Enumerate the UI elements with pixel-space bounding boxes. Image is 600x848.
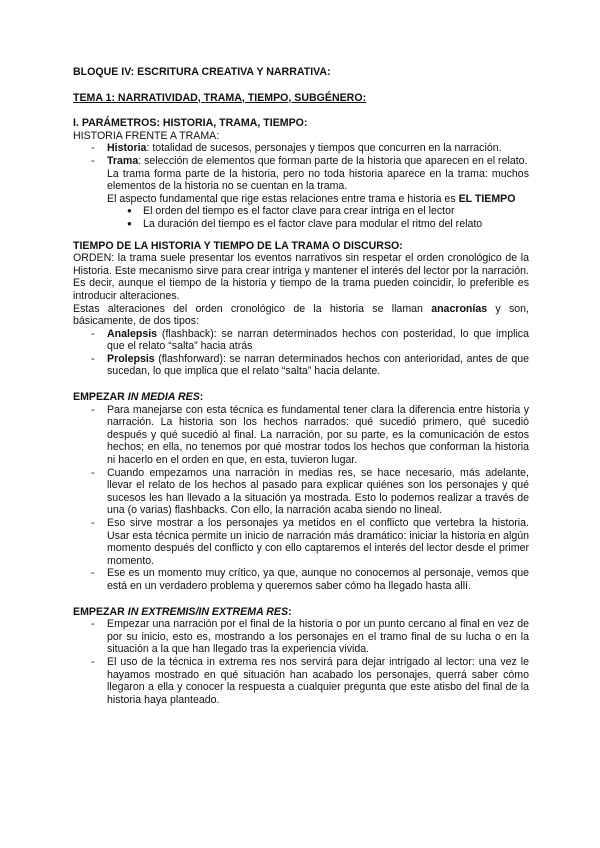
extrema-res-list <box>73 618 529 706</box>
trama-paragraph-2-text: El aspecto fundamental que rige estas relaciones entre trama e historia es <box>107 192 459 205</box>
bullet-orden: ● El orden del tiempo es el factor clave para crear intriga en el lector <box>143 205 529 218</box>
extrema-res-heading-post: : <box>288 605 292 618</box>
def-historia: : totalidad de sucesos, personajes y tiempos que concurren en la narración. <box>146 142 502 155</box>
media-res-list <box>73 404 529 593</box>
extrema-res-item-1: - Empezar una narración por el final de la historia o por un punto cercano al final en vez de por su inicio, esto es, mostrando a los personajes en el tramo final de su lucha o en la situación a la que han llegado tras la experiencia vivida. <box>107 618 529 656</box>
media-res-item-4: - Ese es un momento muy crítico, ya que, aunque no conocemos al personaje, vemos que está en un verdadero problema y queremos saber cómo ha llegado hasta allí. <box>107 567 529 592</box>
media-res-item-1: - Para manejarse con esta técnica es fundamental tener clara la diferencia entre historia y narración. La historia son los hechos narrados: qué sucedió primero, qué sucedió después y qué sucedió al final. La narración, por su parte, es la comunicación de estos hechos; en ella, no tenemos por qué mostrar todos los hechos que conforman la historia ni hacerlo en el orden en que, en esta, tuvieron lugar. <box>107 404 529 467</box>
list-item-historia <box>107 142 529 155</box>
bullet-duracion: ● La duración del tiempo es el factor clave para modular el ritmo del relato <box>143 218 529 231</box>
anacronias-post: y son, básicamente, de dos tipos: <box>73 302 529 328</box>
anacronias-list <box>73 328 529 378</box>
media-res-item-2: - Cuando empezamos una narración in medias res, se hace necesario, más adelante, llevar el relato de los hechos al pasado para explicar quiénes son los personajes y qué sucesos les han llevado a la situación ya mostrada. Esto lo podemos realizar a través de una (o varias) flashbacks. Con ello, la narración acaba siendo no lineal. <box>107 467 529 517</box>
anacronias-bold: anacronías <box>431 302 488 315</box>
topic-title: TEMA 1: NARRATIVIDAD, TRAMA, TIEMPO, SUBGÉNERO: <box>73 91 367 104</box>
anacronias-pre: Estas alteraciones del orden cronológico de la historia se llaman <box>73 302 432 315</box>
block-title: BLOQUE IV: ESCRITURA CREATIVA Y NARRATIVA: <box>73 66 331 78</box>
media-res-heading-post: : <box>199 391 204 404</box>
section-heading-extrema-res <box>73 606 529 619</box>
term-trama: Trama <box>107 154 139 167</box>
def-prolepsis: (flashforward): se narran determinados hechos con anterioridad, antes de que sucedan, lo que implica que el relato “salta” hacia delante. <box>107 352 529 378</box>
el-tiempo-bold: EL TIEMPO <box>458 192 516 205</box>
subheading-historia-trama: HISTORIA FRENTE A TRAMA: <box>73 129 220 142</box>
orden-paragraph: ORDEN: la trama suele presentar los eventos narrativos sin respetar el orden cronológico de la Historia. Este mecanismo sirve para crear intriga y mantener el interés del lector por la narración. Es decir, aunque el tiempo de la historia y tiempo de la trama pueden coincidir, lo preferible es introducir alteraciones. <box>73 252 529 302</box>
definition-list <box>73 142 529 205</box>
anacronias-paragraph <box>73 303 529 328</box>
term-prolepsis: Prolepsis <box>107 352 155 365</box>
extrema-res-heading-pre: EMPEZAR <box>73 605 128 618</box>
media-res-heading-pre: EMPEZAR <box>73 391 128 404</box>
list-item-prolepsis <box>107 353 529 378</box>
tiempo-bullets <box>73 205 529 230</box>
term-historia: Historia <box>107 142 147 155</box>
extrema-res-item-2: - El uso de la técnica in extrema res nos servirá para dejar intrigado al lector: una vez le hayamos mostrado en qué situación han acabado los personajes, querrá saber cómo llegaron a ella y conocer la respuesta a cualquier pregunta que este atisbo del final de la historia haya planteado. <box>107 656 529 706</box>
media-res-heading-italic: IN MEDIA RES <box>127 391 200 404</box>
media-res-item-3: - Eso sirve mostrar a los personajes ya metidos en el conflicto que vertebra la historia. Usar esta técnica permite un inicio de narración más dramático: iniciar la historia en algún momento después del conflicto y con ello captaremos el interés del lector desde el primer momento. <box>107 517 529 567</box>
term-analepsis: Analepsis <box>107 327 158 340</box>
list-item-analepsis <box>107 328 529 353</box>
def-analepsis: (flashback): se narran determinados hechos con posteridad, lo que implica que el relato “salta” hacia atrás <box>107 327 529 353</box>
document-page <box>73 66 529 706</box>
trama-paragraph-2 <box>107 193 529 206</box>
extrema-res-heading-italic: IN EXTREMIS/IN EXTREMA RES <box>127 605 289 618</box>
section-heading-media-res <box>73 391 529 404</box>
def-trama: : selección de elementos que forman parte de la historia que aparecen en el relato. <box>138 154 528 167</box>
section-heading-tiempo: TIEMPO DE LA HISTORIA Y TIEMPO DE LA TRAMA O DISCURSO: <box>73 239 403 252</box>
trama-paragraph-1: La trama forma parte de la historia, pero no toda historia aparece en la trama: muchos elementos de la historia no se cuentan en la trama. <box>107 167 529 193</box>
list-item-trama <box>107 155 529 205</box>
section-heading-parametros: I. PARÁMETROS: HISTORIA, TRAMA, TIEMPO: <box>73 117 308 130</box>
